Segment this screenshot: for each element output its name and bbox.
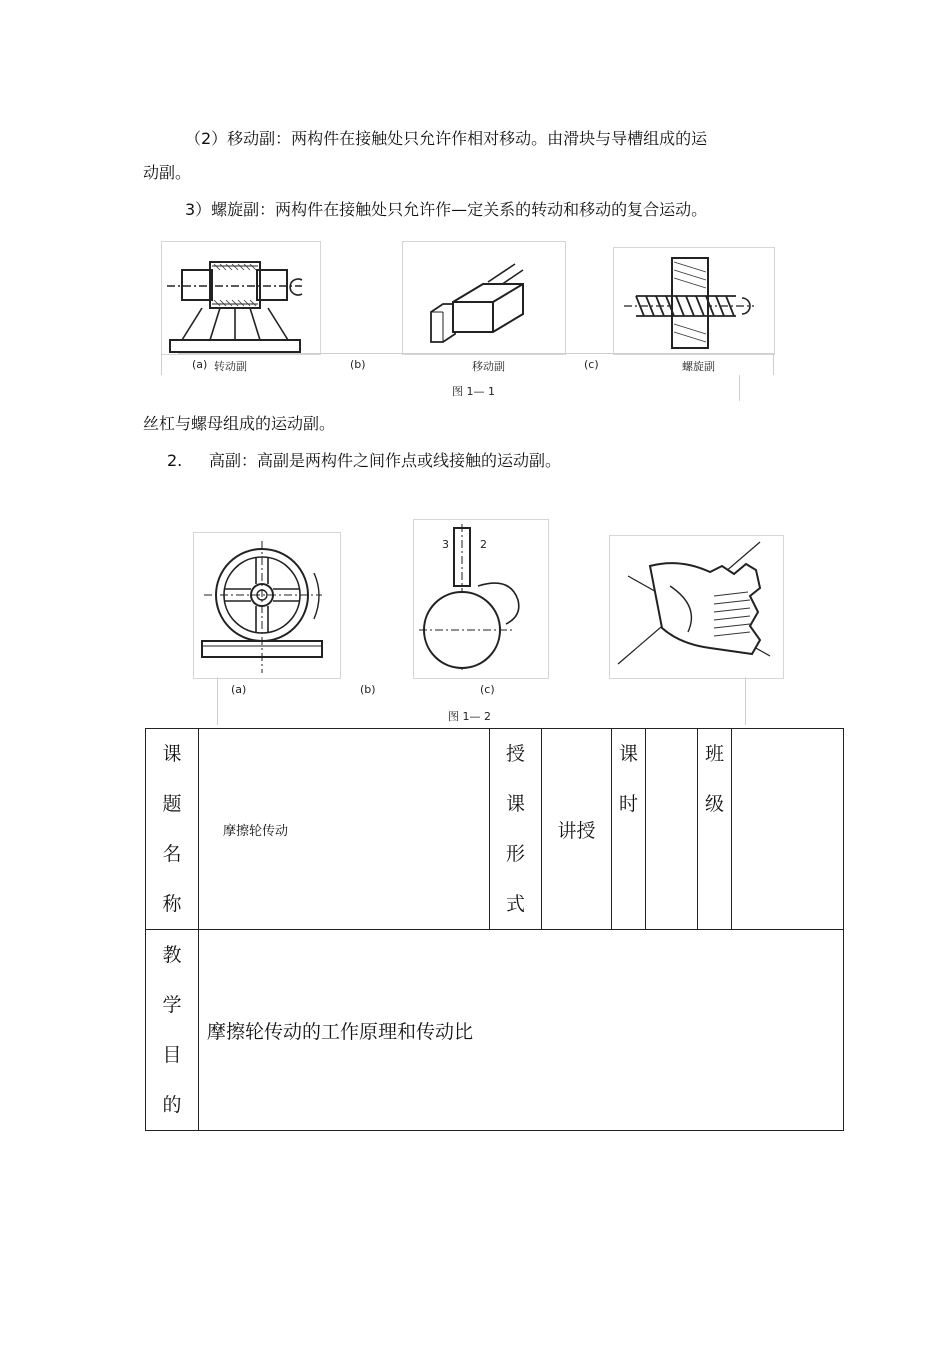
course-title-value: 摩擦轮传动 <box>199 729 490 930</box>
class-hours-value <box>646 729 698 930</box>
class-group-header: 班 级 <box>698 729 732 930</box>
figure-2a-label: (a) <box>231 683 247 696</box>
paragraph-screw-pair: 3）螺旋副：两构件在接触处只允许作—定关系的转动和移动的复合运动。 <box>185 200 708 219</box>
figure-1c-name: 螺旋副 <box>682 360 715 373</box>
figure-2a-friction-wheel-image <box>193 532 341 679</box>
figure-2c-gear-mesh-image <box>609 535 784 679</box>
figure-2b-label: (b) <box>360 683 376 696</box>
figure-2b-cam-follower-image <box>413 519 549 679</box>
figure-2-caption: 图 1— 2 <box>448 710 491 723</box>
figure-1c-label: (c) <box>584 358 599 371</box>
paragraph-lead-screw: 丝杠与螺母组成的运动副。 <box>143 414 336 433</box>
figure-1b-label: (b) <box>350 358 366 371</box>
teaching-goal-value: 摩擦轮传动的工作原理和传动比 <box>199 930 844 1131</box>
figure-1c-screw-pair-image <box>613 247 775 355</box>
svg-text:3: 3 <box>442 538 449 551</box>
course-table-row-goal <box>146 930 844 1131</box>
figure-1b-name: 移动副 <box>472 360 505 373</box>
teaching-goal-header: 教 学 目 的 <box>146 930 199 1131</box>
class-hours-header: 课 时 <box>612 729 646 930</box>
paragraph-higher-pair: 高副：高副是两构件之间作点或线接触的运动副。 <box>209 451 562 470</box>
course-table <box>145 728 844 1131</box>
paragraph-higher-pair-number: 2. <box>167 451 183 470</box>
paragraph-sliding-pair-cont: 动副。 <box>143 163 192 182</box>
svg-text:2: 2 <box>480 538 487 551</box>
figure-1a-revolute-pair-image <box>161 241 321 355</box>
teaching-form-header: 授 课 形 式 <box>490 729 542 930</box>
figure-2c-label: (c) <box>480 683 495 696</box>
figure-1a-label: (a) <box>192 358 208 371</box>
teaching-form-value: 讲授 <box>542 729 612 930</box>
course-title-header: 课 题 名 称 <box>146 729 199 930</box>
course-table-row-title <box>146 729 844 930</box>
paragraph-sliding-pair: （2）移动副：两构件在接触处只允许作相对移动。由滑块与导槽组成的运 <box>185 129 708 148</box>
figure-1a-name: 转动副 <box>214 360 247 373</box>
figure-1b-prismatic-pair-image <box>402 241 566 355</box>
class-group-value <box>732 729 844 930</box>
figure-1-caption: 图 1— 1 <box>452 385 495 398</box>
